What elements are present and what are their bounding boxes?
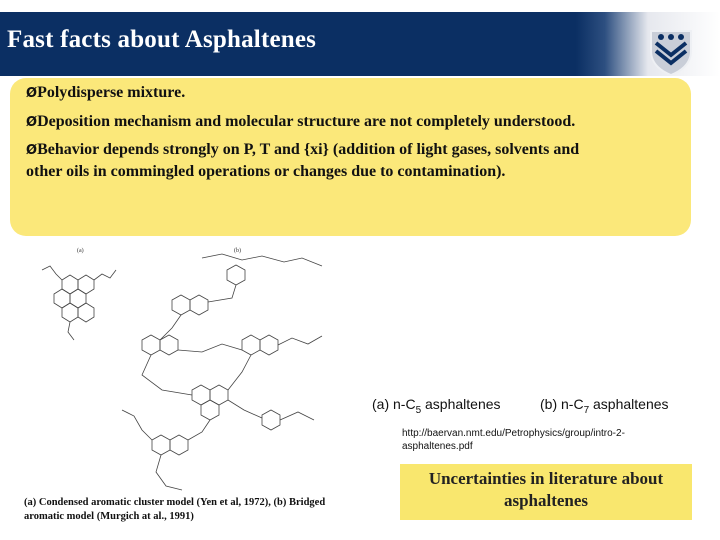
- bullet-item: [26, 111, 575, 134]
- callout-text: Uncertainties in literature about asphaltenes: [428, 469, 664, 510]
- callout-box: [400, 464, 692, 520]
- bullet-text: Polydisperse mixture.: [37, 84, 186, 101]
- nc7-asphaltenes-label: (b) $n-C_7$ asphaltenes: [540, 396, 669, 416]
- figure-label-a: (a): [77, 248, 84, 254]
- source-url: http://baervan.nmt.edu/Petrophysics/group/intro-2- asphaltenes.pdf: [402, 428, 625, 452]
- molecular-structure-diagram: [22, 240, 362, 500]
- bullet-marker-icon: Ø: [26, 143, 38, 158]
- university-shield-logo-icon: [646, 27, 696, 77]
- bullet-marker-icon: Ø: [26, 86, 38, 101]
- bullet-marker-icon: Ø: [26, 115, 38, 130]
- structure-a: [42, 266, 116, 340]
- figure-label-b: (b): [234, 248, 241, 254]
- nc5-asphaltenes-label: (a) $n-C_5$ asphaltenes: [372, 396, 501, 416]
- bullet-text: Deposition mechanism and molecular structure are not completely understood.: [37, 113, 576, 130]
- slide-title: Fast facts about Asphaltenes: [7, 26, 317, 53]
- bullet-continuation: other oils in commingled operations or changes due to contamination).: [26, 163, 506, 180]
- structure-b: [122, 254, 322, 490]
- bullet-box: [10, 78, 691, 236]
- title-bar: [0, 12, 720, 76]
- bullet-item: [26, 139, 579, 162]
- figure-caption: (a) Condensed aromatic cluster model (Yen et al, 1972), (b) Bridged aromatic model (Murgich at al., 1991): [24, 497, 326, 522]
- bullet-item: [26, 82, 185, 105]
- bullet-text: Behavior depends strongly on P, T and {xi} (addition of light gases, solvents and: [37, 141, 580, 158]
